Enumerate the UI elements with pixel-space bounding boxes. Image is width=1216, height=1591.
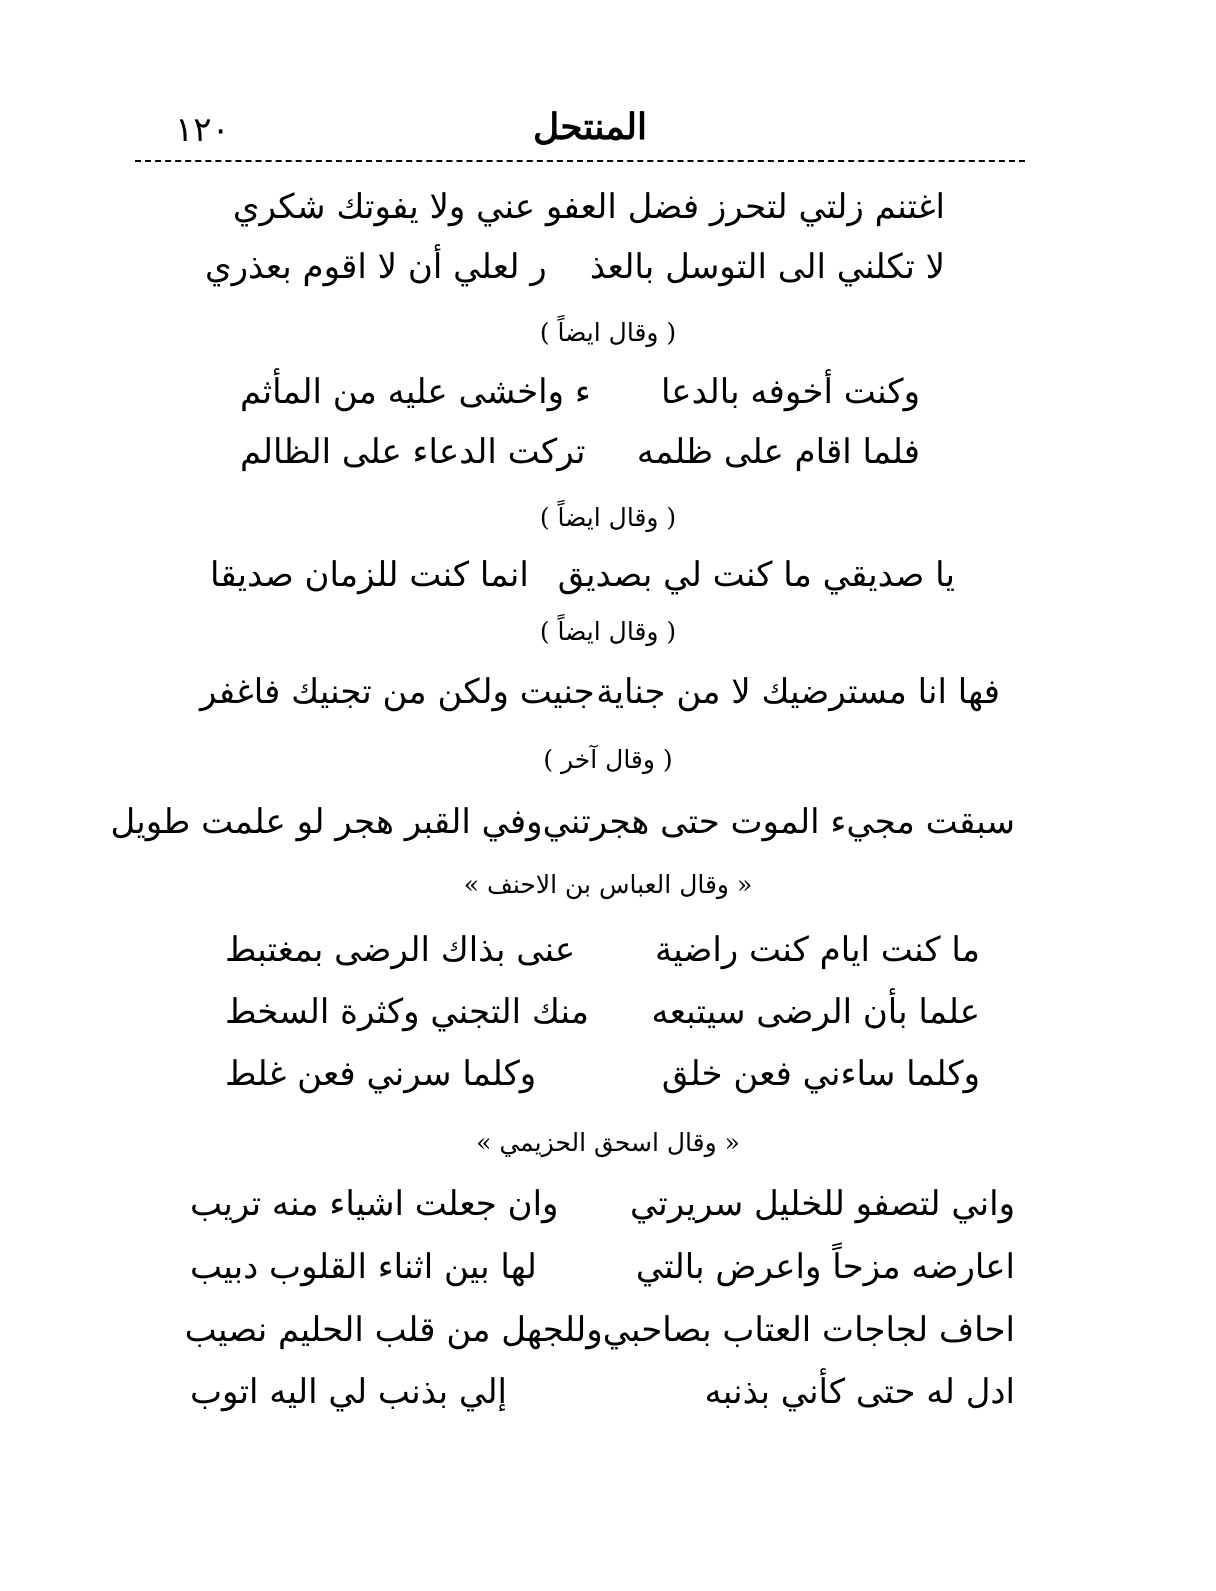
verse-first-hemistich: فلما اقام على ظلمه <box>636 432 920 472</box>
verse-line <box>225 930 980 970</box>
verse-line <box>190 1184 1015 1224</box>
section-heading: ( وقال ايضاً ) <box>539 503 677 532</box>
verse-line <box>110 802 1015 842</box>
verse-first-hemistich: علما بأن الرضى سيتبعه <box>651 992 980 1032</box>
verse-first-hemistich: اغتنم زلتي لتحرز فضل العفو عني ولا يفوتك شكري <box>232 187 945 227</box>
verse-first-hemistich: احاف لجاجات العتاب بصاحبي <box>602 1310 1015 1350</box>
header-rule <box>135 160 1025 162</box>
verse-line <box>240 372 920 412</box>
verse-second-hemistich: ء واخشى عليه من المأثم <box>240 372 591 412</box>
verse-first-hemistich: وكلما ساءني فعن خلق <box>661 1054 980 1094</box>
verse-line <box>190 1247 1015 1287</box>
verse-first-hemistich: ادل له حتى كأني بذنبه <box>704 1372 1015 1412</box>
verse-first-hemistich: يا صديقي ما كنت لي بصديق <box>557 555 955 595</box>
verse-second-hemistich: وكلما سرني فعن غلط <box>225 1054 537 1094</box>
verse-line <box>225 992 980 1032</box>
section-heading: ( وقال آخر ) <box>543 745 673 774</box>
verse-second-hemistich: تركت الدعاء على الظالم <box>240 432 586 472</box>
page-title: المنتحل <box>532 106 647 148</box>
verse-line <box>240 432 920 472</box>
verse-line <box>210 555 955 595</box>
verse-line <box>205 247 945 287</box>
section-heading: ( وقال ايضاً ) <box>539 617 677 646</box>
verse-first-hemistich: واني لتصفو للخليل سريرتي <box>629 1184 1015 1224</box>
verse-second-hemistich: وفي القبر هجر لو علمت طويل <box>110 802 543 842</box>
verse-second-hemistich: عنى بذاك الرضى بمغتبط <box>225 930 576 970</box>
verse-second-hemistich: وان جعلت اشياء منه تريب <box>190 1184 559 1224</box>
verse-second-hemistich: إلي بذنب لي اليه اتوب <box>190 1372 508 1412</box>
section-heading: « وقال العباس بن الاحنف » <box>463 870 753 899</box>
page-number: ١٢٠ <box>175 110 230 150</box>
verse-first-hemistich: وكنت أخوفه بالدعا <box>660 372 920 412</box>
verse-first-hemistich: فها انا مسترضيك لا من جناية <box>596 672 1000 712</box>
verse-first-hemistich: اعارضه مزحاً واعرض بالتي <box>635 1247 1015 1287</box>
page-header <box>150 106 1030 156</box>
verse-second-hemistich: ر لعلي أن لا اقوم بعذري <box>205 247 547 287</box>
verse-line <box>190 1372 1015 1412</box>
verse-line <box>184 1310 1015 1350</box>
verse-second-hemistich: انما كنت للزمان صديقا <box>210 555 529 595</box>
verse-second-hemistich: لها بين اثناء القلوب دبيب <box>190 1247 537 1287</box>
verse-second-hemistich: جنيت ولكن من تجنيك فاغفر <box>200 672 595 712</box>
verse-second-hemistich: وللجهل من قلب الحليم نصيب <box>184 1310 603 1350</box>
verse-line <box>200 672 1000 712</box>
verse-first-hemistich: ما كنت ايام كنت راضية <box>654 930 980 970</box>
verse-second-hemistich: منك التجني وكثرة السخط <box>225 992 589 1032</box>
verse-line <box>205 187 945 227</box>
verse-first-hemistich: سبقت مجيء الموت حتى هجرتني <box>542 802 1015 842</box>
verse-line <box>225 1054 980 1094</box>
section-heading: ( وقال ايضاً ) <box>539 318 677 347</box>
verse-first-hemistich: لا تكلني الى التوسل بالعذ <box>589 247 945 287</box>
section-heading: « وقال اسحق الحزيمي » <box>476 1128 740 1157</box>
